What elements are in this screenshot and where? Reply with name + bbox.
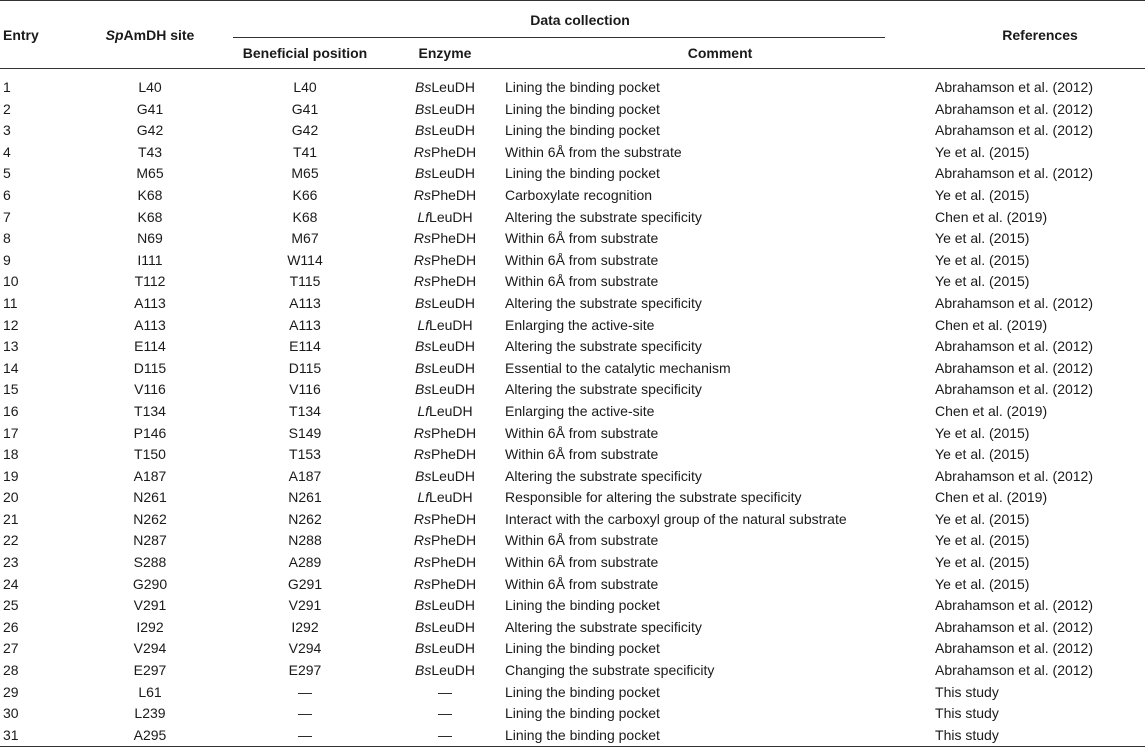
reference-cell: Ye et al. (2015) bbox=[935, 424, 1030, 441]
enzyme-cell bbox=[385, 401, 505, 423]
entry-cell: 19 bbox=[3, 467, 19, 484]
enzyme-name: PheDH bbox=[430, 575, 477, 592]
position-cell: N288 bbox=[288, 532, 322, 549]
comment-cell: Lining the binding pocket bbox=[505, 640, 660, 657]
comment-cell: Within 6Å from substrate bbox=[505, 532, 659, 549]
position-cell: S149 bbox=[288, 424, 322, 441]
site-cell: G42 bbox=[136, 122, 164, 139]
enzyme-name: PheDH bbox=[430, 143, 477, 160]
entry-cell: 13 bbox=[3, 338, 19, 355]
enzyme-name: LeuDH bbox=[431, 640, 475, 657]
site-cell: L40 bbox=[138, 79, 162, 95]
enzyme-name: LeuDH bbox=[429, 208, 473, 225]
reference-cell: Chen et al. (2019) bbox=[935, 208, 1048, 225]
table-row bbox=[0, 423, 1145, 445]
enzyme-cell bbox=[385, 207, 505, 229]
table-row bbox=[0, 552, 1145, 574]
comment-cell: Lining the binding pocket bbox=[505, 165, 660, 182]
position-cell: I292 bbox=[291, 618, 319, 635]
reference-cell: Abrahamson et al. (2012) bbox=[935, 294, 1094, 311]
table-row bbox=[0, 379, 1145, 401]
header-site-rest: AmDH site bbox=[123, 26, 195, 43]
table-body bbox=[0, 69, 1145, 747]
enzyme-species: Lf bbox=[417, 489, 430, 506]
reference-cell: Abrahamson et al. (2012) bbox=[935, 640, 1094, 657]
entry-cell: 24 bbox=[3, 575, 19, 592]
entry-cell: 23 bbox=[3, 554, 19, 571]
enzyme-cell bbox=[385, 509, 505, 531]
table-row bbox=[0, 617, 1145, 639]
header-entry: Entry bbox=[0, 1, 75, 69]
site-cell: M65 bbox=[136, 165, 164, 182]
reference-cell: Abrahamson et al. (2012) bbox=[935, 597, 1094, 614]
enzyme-cell bbox=[385, 163, 505, 185]
position-cell: — bbox=[298, 705, 312, 722]
position-cell: A187 bbox=[288, 467, 322, 484]
table-row bbox=[0, 250, 1145, 272]
entry-cell: 7 bbox=[3, 208, 11, 225]
comment-cell: Lining the binding pocket bbox=[505, 705, 660, 722]
site-cell: T112 bbox=[134, 273, 166, 290]
entry-cell: 11 bbox=[3, 294, 18, 311]
site-cell: A113 bbox=[134, 316, 166, 333]
entry-cell: 25 bbox=[3, 597, 19, 614]
enzyme-name: LeuDH bbox=[431, 597, 475, 614]
enzyme-cell bbox=[385, 142, 505, 164]
position-cell: A289 bbox=[288, 554, 322, 571]
site-cell: N69 bbox=[137, 230, 163, 247]
comment-cell: Altering the substrate specificity bbox=[505, 294, 702, 311]
entry-cell: 22 bbox=[3, 532, 19, 549]
enzyme-species: Rs bbox=[413, 186, 431, 203]
table-row bbox=[0, 487, 1145, 509]
table-row bbox=[0, 99, 1145, 121]
table-row bbox=[0, 271, 1145, 293]
entry-cell: 21 bbox=[3, 510, 19, 527]
comment-cell: Responsible for altering the substrate specificity bbox=[505, 489, 802, 506]
enzyme-name: PheDH bbox=[430, 251, 477, 268]
entry-cell: 26 bbox=[3, 618, 19, 635]
enzyme-cell bbox=[385, 682, 505, 704]
site-cell: I111 bbox=[137, 251, 163, 268]
reference-cell: Ye et al. (2015) bbox=[935, 575, 1030, 592]
enzyme-cell bbox=[385, 725, 505, 747]
entry-cell: 9 bbox=[3, 251, 11, 268]
entry-cell: 10 bbox=[3, 273, 19, 290]
enzyme-cell bbox=[385, 595, 505, 617]
comment-cell: Lining the binding pocket bbox=[505, 597, 660, 614]
enzyme-cell bbox=[385, 638, 505, 660]
entry-cell: 8 bbox=[3, 230, 11, 247]
enzyme-species: Bs bbox=[415, 597, 432, 614]
enzyme-cell bbox=[385, 552, 505, 574]
enzyme-name: LeuDH bbox=[431, 294, 475, 311]
enzyme-name: LeuDH bbox=[431, 122, 475, 139]
header-enzyme: Enzyme bbox=[418, 45, 472, 61]
enzyme-name: — bbox=[438, 683, 452, 700]
entry-cell: 16 bbox=[3, 402, 19, 419]
comment-cell: Within 6Å from the substrate bbox=[505, 143, 682, 160]
enzyme-species: Bs bbox=[415, 359, 432, 376]
enzyme-cell bbox=[385, 185, 505, 207]
entry-cell: 12 bbox=[3, 316, 19, 333]
table-row bbox=[0, 120, 1145, 142]
site-cell: V116 bbox=[134, 381, 166, 398]
site-cell: A295 bbox=[75, 725, 225, 747]
site-cell: G41 bbox=[136, 100, 164, 117]
enzyme-species: Rs bbox=[413, 230, 431, 247]
site-cell: I292 bbox=[136, 618, 164, 635]
reference-cell: Ye et al. (2015) bbox=[935, 186, 1030, 203]
position-cell: — bbox=[298, 683, 312, 700]
site-cell: K68 bbox=[137, 208, 163, 225]
enzyme-species: Rs bbox=[413, 424, 431, 441]
reference-cell: Abrahamson et al. (2012) bbox=[935, 122, 1094, 139]
position-cell: M65 bbox=[291, 165, 319, 182]
table-row bbox=[0, 682, 1145, 704]
table-row bbox=[0, 725, 1145, 747]
entry-cell: 18 bbox=[3, 446, 19, 463]
enzyme-cell bbox=[385, 530, 505, 552]
enzyme-species: Bs bbox=[415, 79, 432, 95]
reference-cell: This study bbox=[935, 725, 1145, 747]
entry-cell: 1 bbox=[3, 79, 11, 95]
enzyme-cell bbox=[385, 271, 505, 293]
site-cell: P146 bbox=[133, 424, 167, 441]
entry-cell: 14 bbox=[3, 359, 19, 376]
enzyme-name: LeuDH bbox=[429, 489, 473, 506]
site-cell: A187 bbox=[133, 467, 167, 484]
enzyme-species: Lf bbox=[417, 402, 430, 419]
site-cell: V291 bbox=[133, 597, 167, 614]
comment-cell: Lining the binding pocket bbox=[505, 79, 660, 95]
site-cell: N261 bbox=[133, 489, 167, 506]
entry-cell: 27 bbox=[3, 640, 19, 657]
enzyme-name: PheDH bbox=[430, 446, 477, 463]
enzyme-species: Bs bbox=[415, 662, 432, 679]
entry-cell: 15 bbox=[3, 381, 19, 398]
reference-cell: Abrahamson et al. (2012) bbox=[935, 338, 1094, 355]
reference-cell: Abrahamson et al. (2012) bbox=[935, 100, 1094, 117]
enzyme-name: LeuDH bbox=[431, 618, 475, 635]
enzyme-cell bbox=[385, 69, 505, 99]
position-cell: L40 bbox=[293, 79, 317, 95]
comment-cell: Within 6Å from substrate bbox=[505, 554, 659, 571]
enzyme-name: LeuDH bbox=[431, 79, 475, 95]
comment-cell: Enlarging the active-site bbox=[505, 402, 655, 419]
site-cell: E114 bbox=[134, 338, 166, 355]
reference-cell: Ye et al. (2015) bbox=[935, 230, 1030, 247]
enzyme-name: LeuDH bbox=[431, 338, 475, 355]
comment-cell: Enlarging the active-site bbox=[505, 316, 655, 333]
position-cell: A113 bbox=[289, 316, 321, 333]
position-cell: N262 bbox=[288, 510, 322, 527]
position-cell: G291 bbox=[287, 575, 323, 592]
table-row bbox=[0, 638, 1145, 660]
position-cell: W114 bbox=[287, 251, 323, 268]
comment-cell: Within 6Å from substrate bbox=[505, 446, 659, 463]
comment-cell: Within 6Å from substrate bbox=[505, 273, 659, 290]
enzyme-species: Lf bbox=[417, 316, 430, 333]
entry-cell: 6 bbox=[3, 186, 11, 203]
enzyme-name: LeuDH bbox=[431, 165, 475, 182]
enzyme-cell bbox=[385, 293, 505, 315]
position-cell: V291 bbox=[288, 597, 322, 614]
enzyme-cell bbox=[385, 574, 505, 596]
entry-cell: 17 bbox=[3, 424, 19, 441]
reference-cell: Abrahamson et al. (2012) bbox=[935, 662, 1094, 679]
entry-cell: 5 bbox=[3, 165, 11, 182]
entry-cell: 2 bbox=[3, 100, 11, 117]
site-cell: N262 bbox=[133, 510, 167, 527]
table-row bbox=[0, 163, 1145, 185]
position-cell: G41 bbox=[291, 100, 319, 117]
reference-cell: Ye et al. (2015) bbox=[935, 273, 1030, 290]
enzyme-name: PheDH bbox=[430, 186, 477, 203]
enzyme-species: Rs bbox=[413, 143, 431, 160]
entry-cell: 20 bbox=[3, 489, 19, 506]
enzyme-species: Bs bbox=[415, 294, 432, 311]
enzyme-species: Bs bbox=[415, 100, 432, 117]
table-row bbox=[0, 703, 1145, 725]
site-cell: V294 bbox=[133, 640, 167, 657]
position-cell: T153 bbox=[289, 446, 321, 463]
enzyme-species: Bs bbox=[415, 338, 432, 355]
table-row bbox=[0, 336, 1145, 358]
enzyme-name: LeuDH bbox=[429, 402, 473, 419]
site-cell: N287 bbox=[133, 532, 167, 549]
reference-cell: Ye et al. (2015) bbox=[935, 251, 1030, 268]
enzyme-cell bbox=[385, 487, 505, 509]
table-row bbox=[0, 660, 1145, 682]
table-row bbox=[0, 207, 1145, 229]
site-cell: T134 bbox=[134, 402, 166, 419]
table-row bbox=[0, 466, 1145, 488]
comment-cell: Altering the substrate specificity bbox=[505, 338, 702, 355]
enzyme-cell bbox=[385, 466, 505, 488]
table-row bbox=[0, 530, 1145, 552]
reference-cell: Chen et al. (2019) bbox=[935, 489, 1048, 506]
enzyme-cell bbox=[385, 617, 505, 639]
position-cell: M67 bbox=[291, 230, 319, 247]
header-site-italic: Sp bbox=[105, 26, 124, 43]
reference-cell: Ye et al. (2015) bbox=[935, 446, 1030, 463]
position-cell: K68 bbox=[292, 208, 318, 225]
enzyme-cell bbox=[385, 703, 505, 725]
comment-cell: Within 6Å from substrate bbox=[505, 575, 659, 592]
enzyme-cell bbox=[385, 250, 505, 272]
position-cell: E297 bbox=[288, 662, 322, 679]
enzyme-name: LeuDH bbox=[431, 381, 475, 398]
reference-cell: Ye et al. (2015) bbox=[935, 143, 1030, 160]
site-cell: K68 bbox=[137, 186, 163, 203]
enzyme-name: LeuDH bbox=[431, 100, 475, 117]
reference-cell: Abrahamson et al. (2012) bbox=[935, 618, 1094, 635]
table-row bbox=[0, 574, 1145, 596]
enzyme-name: LeuDH bbox=[431, 662, 475, 679]
enzyme-cell bbox=[385, 120, 505, 142]
enzyme-name: — bbox=[438, 726, 452, 743]
position-cell: K66 bbox=[292, 186, 318, 203]
enzyme-cell bbox=[385, 336, 505, 358]
enzyme-name: PheDH bbox=[430, 510, 477, 527]
enzyme-species: Rs bbox=[413, 251, 431, 268]
table-row bbox=[0, 228, 1145, 250]
reference-cell: Chen et al. (2019) bbox=[935, 316, 1048, 333]
entry-cell: 3 bbox=[3, 122, 11, 139]
comment-cell: Altering the substrate specificity bbox=[505, 467, 702, 484]
enzyme-cell bbox=[385, 444, 505, 466]
reference-cell: Chen et al. (2019) bbox=[935, 402, 1048, 419]
comment-cell: Lining the binding pocket bbox=[505, 122, 660, 139]
site-cell: S288 bbox=[133, 554, 167, 571]
enzyme-name: LeuDH bbox=[431, 467, 475, 484]
site-cell: L239 bbox=[134, 705, 166, 722]
comment-cell: Altering the substrate specificity bbox=[505, 208, 702, 225]
site-cell: A113 bbox=[134, 294, 166, 311]
reference-cell: Abrahamson et al. (2012) bbox=[935, 165, 1094, 182]
enzyme-name: PheDH bbox=[430, 230, 477, 247]
reference-cell: Abrahamson et al. (2012) bbox=[935, 467, 1094, 484]
header-site bbox=[75, 1, 225, 69]
enzyme-cell bbox=[385, 358, 505, 380]
comment-cell: Changing the substrate specificity bbox=[505, 662, 715, 679]
table-row bbox=[0, 509, 1145, 531]
reference-cell: Ye et al. (2015) bbox=[935, 532, 1030, 549]
enzyme-name: — bbox=[438, 705, 452, 722]
enzyme-species: Bs bbox=[415, 122, 432, 139]
position-cell: T115 bbox=[289, 273, 321, 290]
position-cell: E114 bbox=[289, 338, 321, 355]
table-row bbox=[0, 69, 1145, 99]
entry-cell: 4 bbox=[3, 143, 11, 160]
position-cell: — bbox=[225, 725, 385, 747]
enzyme-cell bbox=[385, 99, 505, 121]
table-row bbox=[0, 142, 1145, 164]
enzyme-species: Bs bbox=[415, 640, 432, 657]
comment-cell: Altering the substrate specificity bbox=[505, 381, 702, 398]
enzyme-species: Rs bbox=[413, 575, 431, 592]
enzyme-species: Rs bbox=[413, 273, 431, 290]
header-beneficial-position: Beneficial position bbox=[242, 45, 368, 61]
site-cell: T43 bbox=[137, 143, 163, 160]
enzyme-name: PheDH bbox=[430, 554, 477, 571]
position-cell: V294 bbox=[288, 640, 322, 657]
site-cell: D115 bbox=[133, 359, 167, 376]
header-data-collection: Data collection bbox=[225, 1, 935, 39]
position-cell: N261 bbox=[288, 489, 322, 506]
comment-cell: Altering the substrate specificity bbox=[505, 618, 702, 635]
enzyme-name: LeuDH bbox=[429, 316, 473, 333]
enzyme-name: PheDH bbox=[430, 424, 477, 441]
enzyme-name: LeuDH bbox=[431, 359, 475, 376]
enzyme-species: Rs bbox=[413, 446, 431, 463]
enzyme-cell bbox=[385, 379, 505, 401]
enzyme-species: Rs bbox=[413, 510, 431, 527]
reference-cell: This study bbox=[935, 683, 999, 700]
enzyme-name: PheDH bbox=[430, 273, 477, 290]
site-cell: E297 bbox=[133, 662, 167, 679]
table-row bbox=[0, 444, 1145, 466]
enzyme-cell bbox=[385, 423, 505, 445]
table-row bbox=[0, 401, 1145, 423]
comment-cell: Carboxylate recognition bbox=[505, 186, 653, 203]
entry-cell: 28 bbox=[3, 662, 19, 679]
comment-cell: Within 6Å from substrate bbox=[505, 424, 659, 441]
reference-cell: Ye et al. (2015) bbox=[935, 510, 1030, 527]
table-row bbox=[0, 358, 1145, 380]
comment-cell: Within 6Å from substrate bbox=[505, 230, 659, 247]
position-cell: A113 bbox=[289, 294, 321, 311]
entry-cell: 29 bbox=[3, 683, 19, 700]
enzyme-cell bbox=[385, 315, 505, 337]
comment-cell: Within 6Å from substrate bbox=[505, 251, 659, 268]
comment-cell: Interact with the carboxyl group of the natural substrate bbox=[505, 510, 847, 527]
table-row bbox=[0, 185, 1145, 207]
site-cell: T150 bbox=[134, 446, 166, 463]
position-cell: G42 bbox=[291, 122, 319, 139]
table-row bbox=[0, 293, 1145, 315]
comment-cell: Essential to the catalytic mechanism bbox=[505, 359, 731, 376]
position-cell: T134 bbox=[289, 402, 321, 419]
entry-cell: 30 bbox=[3, 705, 19, 722]
enzyme-species: Bs bbox=[415, 467, 432, 484]
comment-cell: Lining the binding pocket bbox=[505, 725, 935, 747]
reference-cell: Abrahamson et al. (2012) bbox=[935, 359, 1094, 376]
reference-cell: Ye et al. (2015) bbox=[935, 554, 1030, 571]
reference-cell: Abrahamson et al. (2012) bbox=[935, 79, 1094, 95]
enzyme-cell bbox=[385, 660, 505, 682]
header-comment: Comment bbox=[687, 45, 753, 61]
position-cell: D115 bbox=[288, 359, 322, 376]
reference-cell: This study bbox=[935, 705, 999, 722]
comment-cell: Lining the binding pocket bbox=[505, 100, 660, 117]
entry-cell: 31 bbox=[0, 725, 75, 747]
site-cell: L61 bbox=[138, 683, 162, 700]
enzyme-cell bbox=[385, 228, 505, 250]
table-row bbox=[0, 595, 1145, 617]
comment-cell: Lining the binding pocket bbox=[505, 683, 660, 700]
reference-cell: Abrahamson et al. (2012) bbox=[935, 381, 1094, 398]
site-cell: G290 bbox=[132, 575, 168, 592]
header-references: References bbox=[935, 1, 1145, 69]
table-row bbox=[0, 315, 1145, 337]
position-cell: T41 bbox=[292, 143, 318, 160]
enzyme-species: Rs bbox=[413, 554, 431, 571]
enzyme-species: Lf bbox=[417, 208, 430, 225]
enzyme-name: PheDH bbox=[430, 532, 477, 549]
enzyme-species: Bs bbox=[415, 618, 432, 635]
enzyme-species: Rs bbox=[413, 532, 431, 549]
position-cell: V116 bbox=[289, 381, 321, 398]
enzyme-species: Bs bbox=[415, 381, 432, 398]
enzyme-species: Bs bbox=[415, 165, 432, 182]
